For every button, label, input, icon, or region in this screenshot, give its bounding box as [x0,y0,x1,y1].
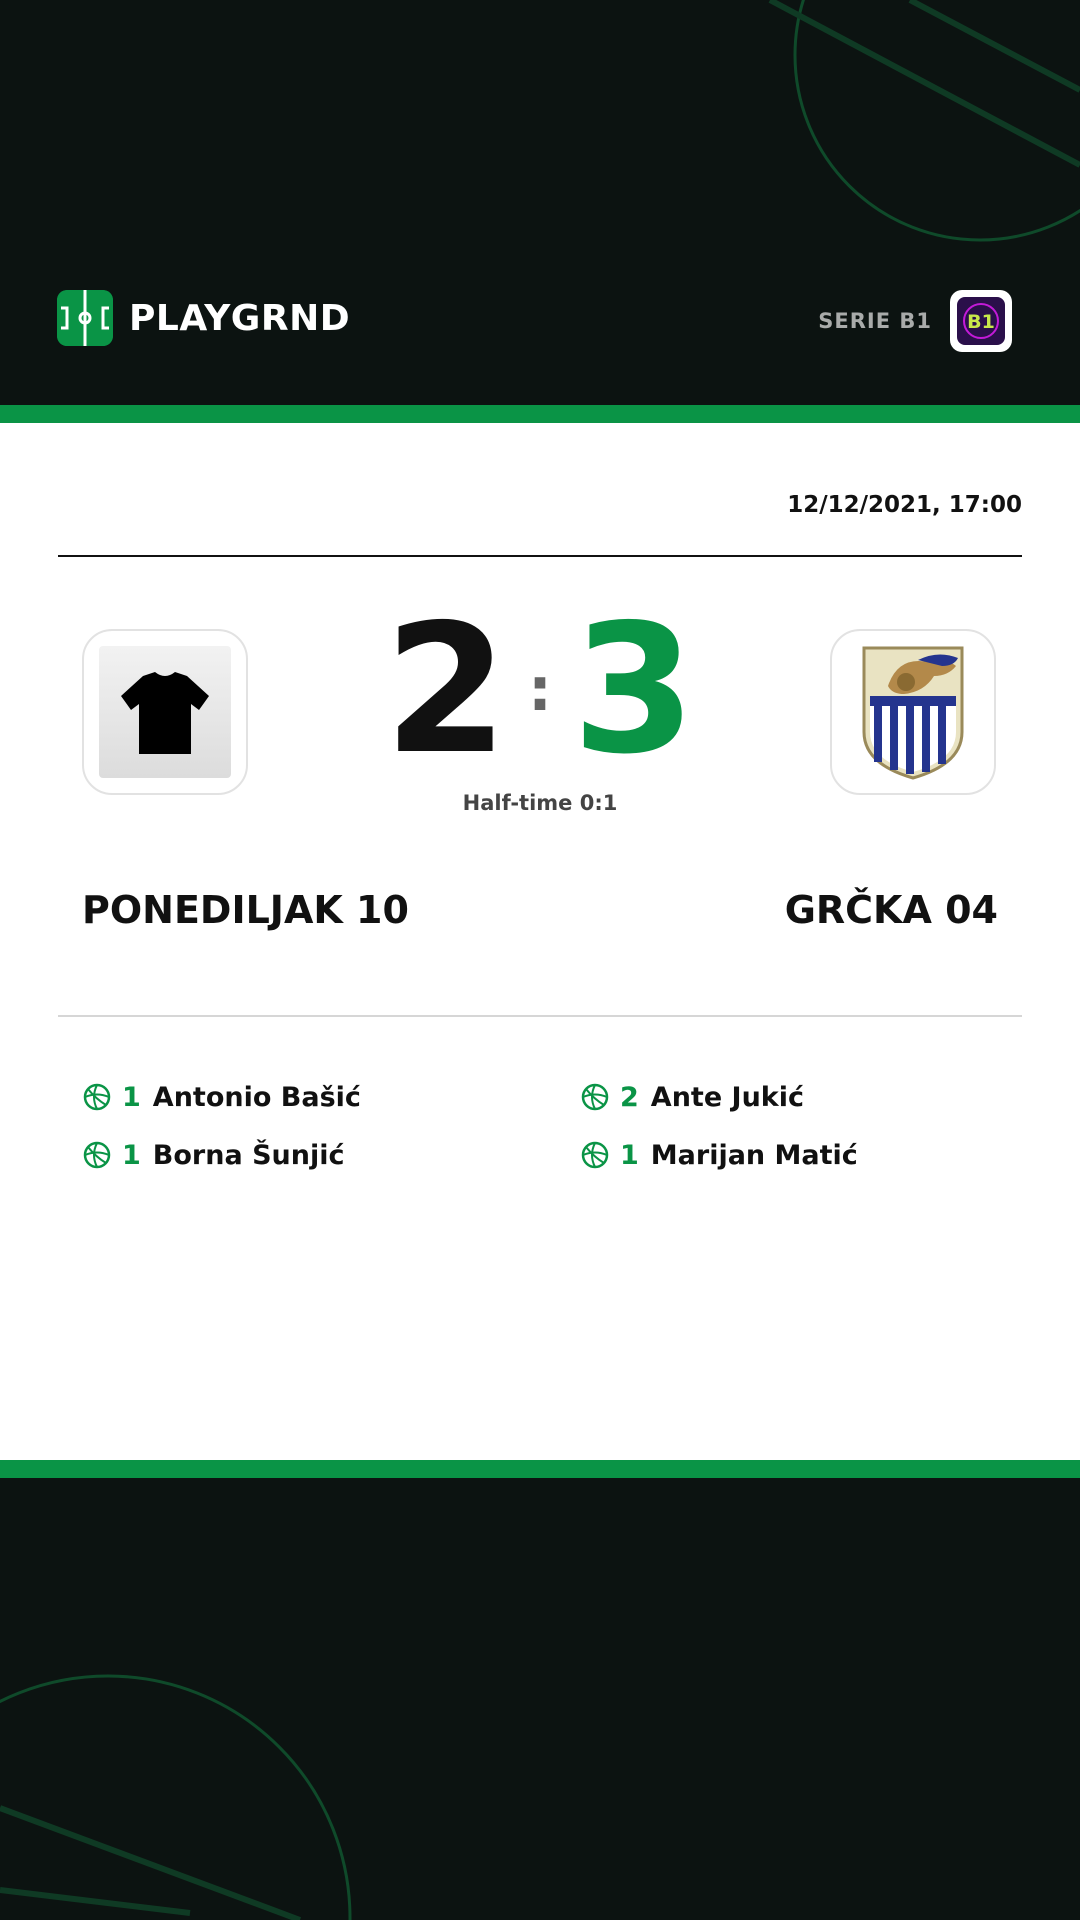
league-logo [950,290,1012,352]
league [818,290,1012,352]
accent-bar-top [0,405,1080,423]
home-team-name: PONEDILJAK 10 [82,888,409,932]
away-team-logo [830,629,996,795]
player-name: Marijan Matić [650,1139,858,1171]
accent-bar-bottom [0,1460,1080,1478]
divider [58,555,1022,557]
scorer-item [580,1068,1020,1126]
player-name: Antonio Bašić [152,1081,361,1113]
league-badge-icon [957,297,1005,345]
goal-count: 2 [620,1081,639,1113]
score-separator: : [528,655,552,725]
goal-count: 1 [620,1139,639,1171]
goal-count: 1 [122,1081,141,1113]
club-crest [858,642,968,782]
away-scorers-list [580,1068,1020,1184]
pitch-icon [57,290,113,346]
league-name: SERIE B1 [818,309,932,333]
league-logo-text: B1 [967,311,995,333]
goal-count: 1 [122,1139,141,1171]
match-card [0,423,1080,1460]
footer-banner [0,1478,1080,1920]
ball-icon [82,1082,112,1112]
ball-icon [82,1140,112,1170]
brand [57,290,350,346]
home-scorers-list [82,1068,522,1184]
header-banner [0,0,1080,405]
scorer-item [82,1126,522,1184]
scorer-item [82,1068,522,1126]
divider [58,1015,1022,1017]
scorer-item [580,1126,1020,1184]
away-score: 3 [572,586,696,793]
home-score: 2 [384,586,508,793]
pitch-lines-decoration [0,1478,1080,1920]
match-datetime: 12/12/2021, 17:00 [787,492,1022,518]
player-name: Ante Jukić [650,1081,805,1113]
brand-name: PLAYGRND [129,297,351,339]
halftime-score: Half-time 0:1 [462,791,618,815]
ball-icon [580,1140,610,1170]
ball-icon [580,1082,610,1112]
player-name: Borna Šunjić [152,1139,345,1171]
away-team-name: GRČKA 04 [784,888,998,932]
